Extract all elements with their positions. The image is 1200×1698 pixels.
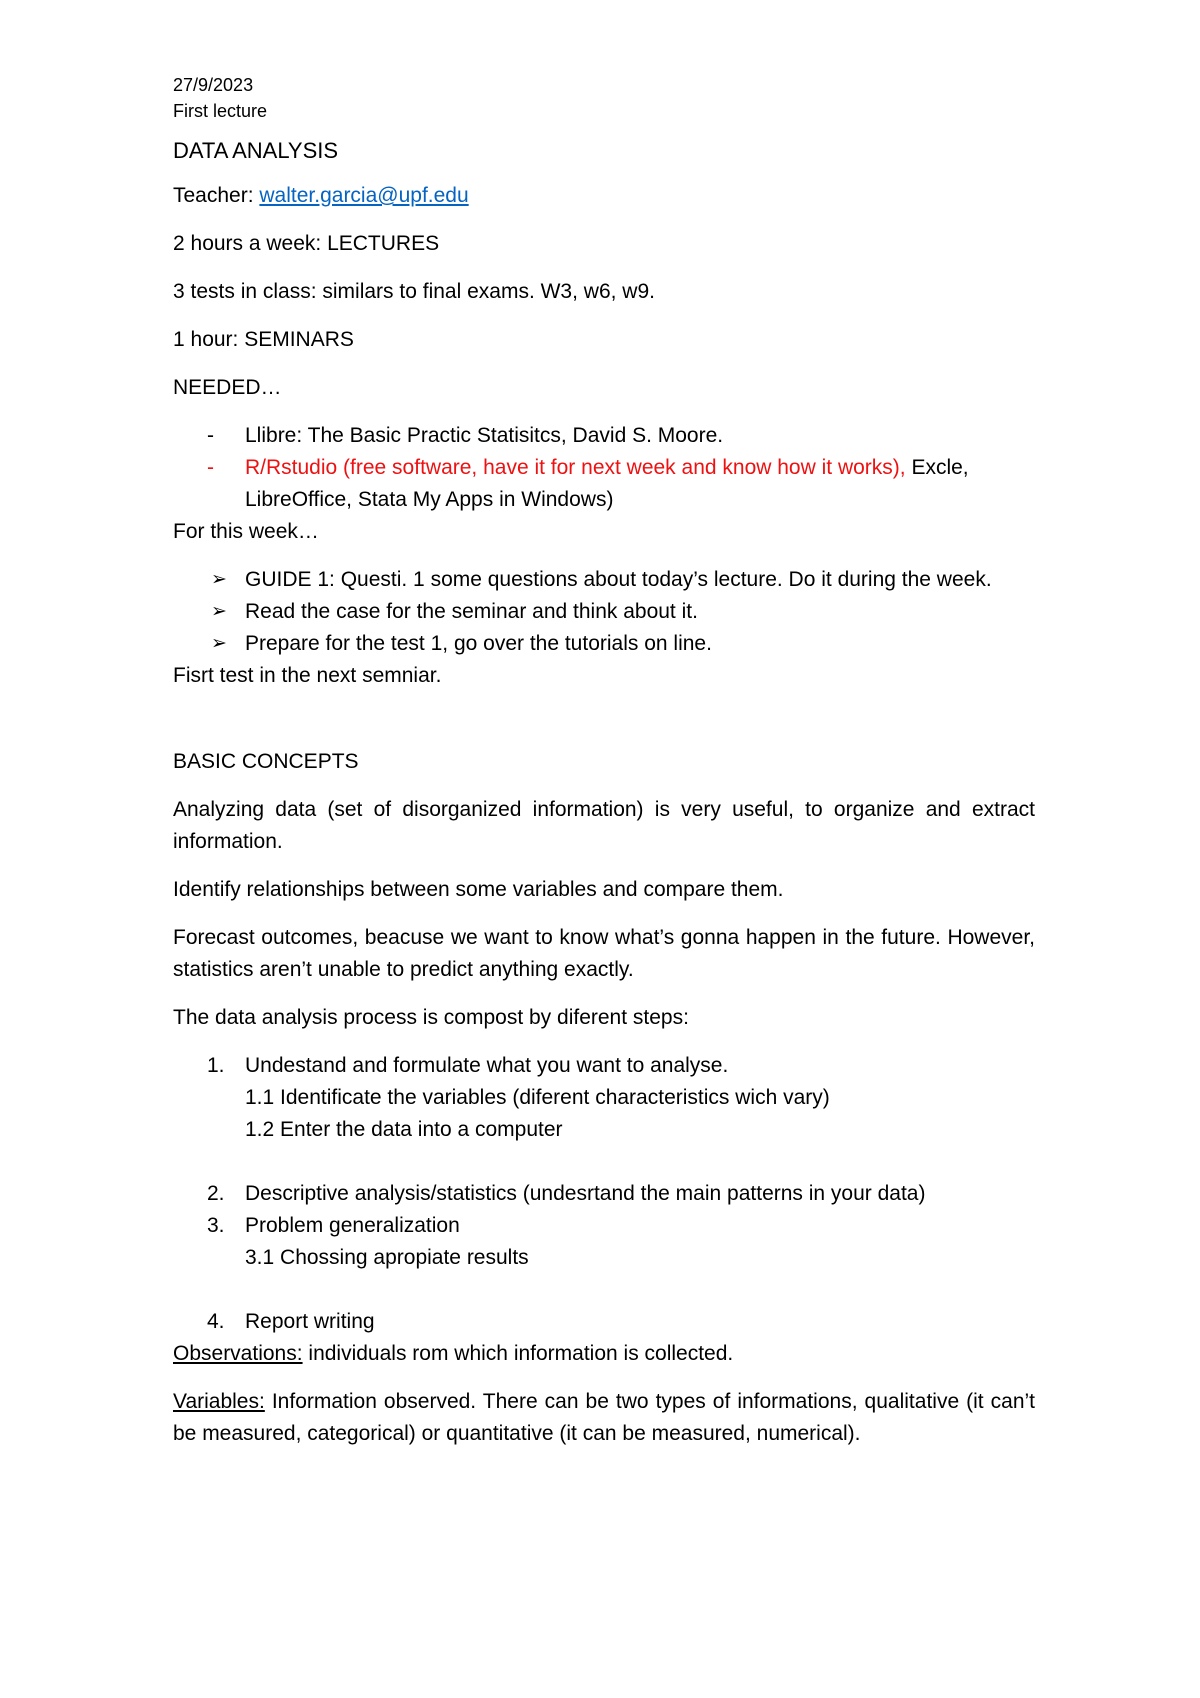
steps-list <box>173 1050 1035 1338</box>
basic-paragraph-4: The data analysis process is compost by diferent steps: <box>173 1006 689 1029</box>
week-list <box>173 564 1035 660</box>
hours-line: 2 hours a week: LECTURES <box>173 232 440 255</box>
week-item-case: Read the case for the seminar and think about it. <box>245 600 698 623</box>
spacer <box>245 1274 1035 1306</box>
basic-paragraph-3: Forecast outcomes, beacuse we want to know what’s gonna happen in the future. However, statistics aren’t unable to predict anything exactly. <box>173 926 1035 981</box>
week-item-guide: GUIDE 1: Questi. 1 some questions about today’s lecture. Do it during the week. <box>245 568 992 591</box>
list-item <box>173 628 1035 660</box>
basic-concepts-heading: BASIC CONCEPTS <box>173 750 359 773</box>
step-1-1-text: 1.1 Identificate the variables (diferent characteristics wich vary) <box>245 1086 830 1109</box>
list-item <box>173 1178 1035 1210</box>
step-number: 4. <box>207 1310 225 1333</box>
tests-line: 3 tests in class: similars to final exams. W3, w6, w9. <box>173 280 655 303</box>
list-item <box>173 420 1035 452</box>
observations-term: Observations: <box>173 1342 303 1365</box>
lecture-subtitle: First lecture <box>173 101 268 121</box>
step-1-2-text: 1.2 Enter the data into a computer <box>245 1118 563 1141</box>
arrow-bullet-icon: ➢ <box>211 633 227 654</box>
needed-list <box>173 420 1035 516</box>
step-number: 2. <box>207 1182 225 1205</box>
list-item <box>173 452 1035 516</box>
step-number: 3. <box>207 1214 225 1237</box>
step-3-text: Problem generalization <box>245 1214 460 1237</box>
arrow-bullet-icon: ➢ <box>211 601 227 622</box>
observations-definition <box>173 1338 1035 1370</box>
step-4-text: Report writing <box>245 1310 375 1333</box>
basic-paragraph-2: Identify relationships between some variables and compare them. <box>173 878 784 901</box>
step-3-1-text: 3.1 Chossing apropiate results <box>245 1246 529 1269</box>
seminars-line: 1 hour: SEMINARS <box>173 328 354 351</box>
date-text: 27/9/2023 <box>173 75 254 95</box>
list-item <box>173 1210 1035 1306</box>
arrow-bullet-icon: ➢ <box>211 569 227 590</box>
list-item <box>173 1306 1035 1338</box>
needed-item-software-rest: Excle, LibreOffice, Stata My Apps in Windows) <box>245 456 969 511</box>
needed-item-book: Llibre: The Basic Practic Statisitcs, David S. Moore. <box>245 424 724 447</box>
spacer <box>173 692 1035 746</box>
week-heading: For this week… <box>173 520 319 543</box>
list-item <box>173 564 1035 596</box>
needed-item-software-red: R/Rstudio (free software, have it for next week and know how it works), <box>245 456 906 479</box>
needed-heading: NEEDED… <box>173 376 282 399</box>
dash-marker: - <box>207 456 214 479</box>
step-2-text: Descriptive analysis/statistics (undesrtand the main patterns in your data) <box>245 1182 926 1205</box>
document-title: DATA ANALYSIS <box>173 138 339 163</box>
spacer <box>245 1146 1035 1178</box>
observations-text: individuals rom which information is collected. <box>302 1342 734 1365</box>
list-item <box>173 596 1035 628</box>
dash-marker: - <box>207 424 214 447</box>
step-1-text: Undestand and formulate what you want to analyse. <box>245 1054 729 1077</box>
list-item <box>173 1050 1035 1178</box>
week-item-test: Prepare for the test 1, go over the tutorials on line. <box>245 632 712 655</box>
step-number: 1. <box>207 1054 225 1077</box>
teacher-email-link[interactable]: walter.garcia@upf.edu <box>259 184 469 207</box>
teacher-label: Teacher: <box>173 184 260 207</box>
variables-text: Information observed. There can be two types of informations, qualitative (it can’t be measured, categorical) or quantitative (it can be measured, numerical). <box>173 1390 1035 1445</box>
variables-definition <box>173 1386 1035 1450</box>
basic-paragraph-1: Analyzing data (set of disorganized information) is very useful, to organize and extract information. <box>173 798 1035 853</box>
variables-term: Variables: <box>173 1390 265 1413</box>
first-test-line: Fisrt test in the next semniar. <box>173 664 442 687</box>
teacher-line <box>173 180 1035 212</box>
document-body <box>173 72 1035 1450</box>
